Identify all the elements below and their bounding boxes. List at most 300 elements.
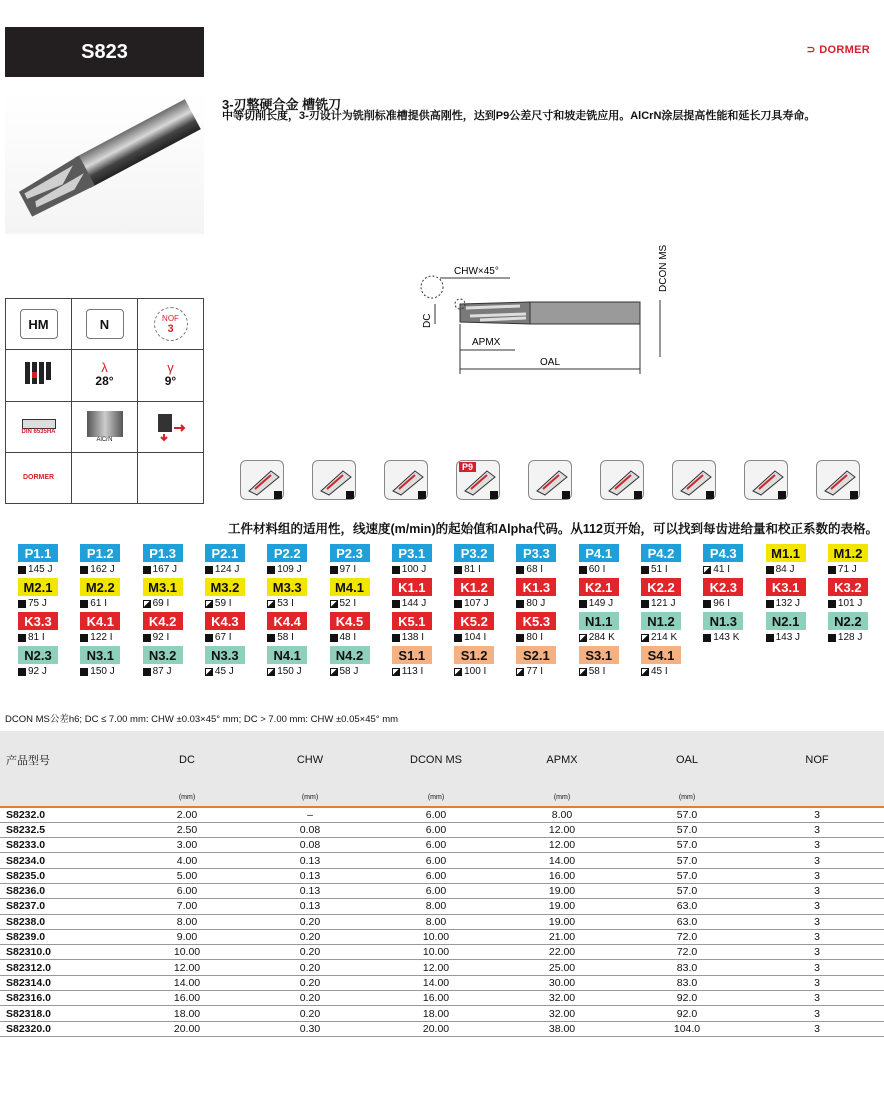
material-group-tag: N1.2: [641, 612, 681, 630]
table-cell: 25.00: [500, 960, 624, 975]
material-group-tag: K1.2: [454, 578, 494, 596]
material-group-tag: P2.2: [267, 544, 307, 562]
square-icon: [330, 634, 338, 642]
ramping-icon: [528, 460, 572, 500]
table-cell: 0.20: [248, 1006, 372, 1021]
square-icon: [828, 600, 836, 608]
table-cell: S8232.0: [0, 807, 126, 822]
through-coolant-icon: [137, 401, 203, 452]
material-group-tag: M2.1: [18, 578, 58, 596]
p9-slot-icon: [456, 460, 500, 500]
table-cell: 104.0: [624, 1021, 750, 1036]
table-cell: 19.00: [500, 899, 624, 914]
table-cell: 6.00: [126, 883, 248, 898]
table-cell: 8.00: [126, 914, 248, 929]
cutting-speed-value: 81 I: [28, 632, 45, 643]
cutting-speed-value: 53 I: [277, 598, 294, 609]
material-n2-1: [766, 612, 826, 647]
table-cell: 3: [750, 853, 884, 868]
table-cell: 20.00: [126, 1021, 248, 1036]
cutting-speed-value: 52 I: [339, 598, 357, 609]
material-group-tag: S2.1: [516, 646, 556, 664]
material-k2-3: [703, 578, 763, 613]
material-m2-1: [18, 578, 78, 613]
table-cell: 0.20: [248, 991, 372, 1006]
square-icon: [454, 634, 462, 642]
table-cell: 3: [750, 960, 884, 975]
table-cell: 0.08: [248, 838, 372, 853]
cutting-speed-value: 167 J: [152, 564, 178, 575]
table-cell: 12.00: [500, 822, 624, 837]
table-row: [0, 838, 884, 853]
table-cell: 12.00: [372, 960, 500, 975]
table-cell: 72.0: [624, 945, 750, 960]
plunge-icon: [600, 460, 644, 500]
cutting-speed-value: 96 I: [713, 598, 730, 609]
partial-square-icon: [267, 668, 275, 676]
table-cell: S8233.0: [0, 838, 126, 853]
cutting-speed-value: 61 I: [90, 598, 107, 609]
table-cell: 3: [750, 868, 884, 883]
table-cell: 3: [750, 914, 884, 929]
table-cell: 19.00: [500, 914, 624, 929]
cutting-speed-value: 101 J: [837, 598, 863, 609]
table-row: [0, 822, 884, 837]
material-group-tag: K3.1: [766, 578, 806, 596]
cutting-speed-value: 58 I: [277, 632, 294, 643]
material-group-tag: M1.1: [766, 544, 806, 562]
table-cell: 0.20: [248, 929, 372, 944]
material-p2-2: [267, 544, 327, 579]
material-k1-3: [516, 578, 576, 613]
profile-icon: [384, 460, 428, 500]
table-cell: 0.13: [248, 853, 372, 868]
square-icon: [18, 634, 26, 642]
cutting-speed-value: 100 J: [401, 564, 427, 575]
square-icon: [18, 668, 26, 676]
n-badge: N: [86, 309, 124, 339]
table-cell: 16.00: [500, 868, 624, 883]
cutting-speed-value: 150 J: [90, 666, 115, 677]
table-cell: 6.00: [372, 868, 500, 883]
material-group-tag: P4.3: [703, 544, 743, 562]
table-cell: 3: [750, 822, 884, 837]
material-group-tag: P2.3: [330, 544, 370, 562]
cutting-speed-value: 59 I: [214, 598, 232, 609]
tolerance-note: DCON MS公差h6; DC ≤ 7.00 mm: CHW ±0.03×45° mm; DC > 7.00 mm: CHW ±0.05×45° mm: [5, 714, 399, 725]
cutting-speed-value: 122 I: [90, 632, 113, 643]
partial-square-icon: [641, 634, 649, 642]
cutting-speed-value: 68 I: [526, 564, 544, 575]
table-cell: 3: [750, 991, 884, 1006]
label-apmx: APMX: [472, 337, 501, 348]
material-n2-2: [828, 612, 884, 647]
material-k3-3: [18, 612, 78, 647]
material-group-tag: K1.1: [392, 578, 432, 596]
table-cell: 6.00: [372, 822, 500, 837]
unit-label: (mm): [248, 789, 372, 807]
table-cell: 0.08: [248, 822, 372, 837]
material-m1-1: [766, 544, 826, 579]
square-icon: [330, 566, 338, 574]
material-n4-1: [267, 646, 327, 681]
square-icon: [641, 600, 649, 608]
table-row: [0, 960, 884, 975]
square-icon: [392, 566, 400, 574]
material-group-tag: P1.1: [18, 544, 58, 562]
cutting-speed-value: 214 K: [651, 632, 678, 643]
table-row: [0, 899, 884, 914]
square-icon: [766, 634, 774, 642]
material-group-tag: P3.1: [392, 544, 432, 562]
cutting-speed-value: 67 I: [214, 632, 232, 643]
hm-badge: HM: [20, 309, 58, 339]
material-s1-1: [392, 646, 452, 681]
material-group-tag: P4.1: [579, 544, 619, 562]
square-icon: [80, 600, 88, 608]
material-n1-1: [579, 612, 639, 647]
table-row: [0, 945, 884, 960]
material-group-tag: N3.3: [205, 646, 245, 664]
cutting-speed-value: 143 J: [775, 632, 801, 643]
material-m2-2: [80, 578, 140, 613]
material-p1-1: [18, 544, 78, 579]
material-k4-3: [205, 612, 265, 647]
table-cell: 57.0: [624, 807, 750, 822]
cutting-speed-value: 77 I: [526, 666, 544, 677]
unit-label: (mm): [126, 789, 248, 807]
partial-square-icon: [641, 668, 649, 676]
material-group-tag: P3.3: [516, 544, 556, 562]
table-row: [0, 1006, 884, 1021]
square-icon: [766, 566, 774, 574]
material-group-tag: N2.2: [828, 612, 868, 630]
table-cell: 8.00: [500, 807, 624, 822]
table-cell: 10.00: [372, 929, 500, 944]
partial-square-icon: [516, 668, 524, 676]
square-icon: [579, 600, 587, 608]
material-group-tag: P2.1: [205, 544, 245, 562]
application-icons-row: [240, 460, 880, 504]
column-header: DC: [126, 731, 248, 789]
material-group-tag: K2.2: [641, 578, 681, 596]
cutting-speed-value: 100 I: [464, 666, 487, 677]
cutting-speed-value: 149 J: [588, 598, 614, 609]
square-icon: [392, 600, 400, 608]
material-s4-1: [641, 646, 701, 681]
square-icon: [205, 634, 213, 642]
table-cell: 16.00: [372, 991, 500, 1006]
cutting-speed-value: 128 J: [837, 632, 863, 643]
table-row: [0, 929, 884, 944]
table-cell: 57.0: [624, 883, 750, 898]
table-cell: S82310.0: [0, 945, 126, 960]
table-cell: 63.0: [624, 914, 750, 929]
table-cell: 6.00: [372, 838, 500, 853]
material-group-tag: M1.2: [828, 544, 868, 562]
brand-small: DORMER: [5, 452, 71, 503]
partial-square-icon: [579, 668, 587, 676]
table-cell: 0.20: [248, 960, 372, 975]
table-cell: 3: [750, 899, 884, 914]
material-n3-3: [205, 646, 265, 681]
table-cell: 6.00: [372, 883, 500, 898]
helix-angle-value: 28°: [95, 374, 114, 389]
material-n2-3: [18, 646, 78, 681]
table-cell: 14.00: [500, 853, 624, 868]
material-group-tag: N4.2: [330, 646, 370, 664]
table-cell: S8238.0: [0, 914, 126, 929]
table-cell: S8232.5: [0, 822, 126, 837]
table-cell: 0.13: [248, 868, 372, 883]
coating-icon: AlCrN: [71, 401, 137, 452]
table-cell: 3: [750, 1006, 884, 1021]
table-cell: S8234.0: [0, 853, 126, 868]
material-group-tag: M2.2: [80, 578, 120, 596]
cutting-speed-value: 87 J: [152, 666, 172, 677]
material-group-tag: S1.1: [392, 646, 432, 664]
material-group-tag: K3.2: [828, 578, 868, 596]
dimensions-table: [0, 731, 884, 1037]
material-p1-3: [143, 544, 203, 579]
gamma-icon: γ: [167, 360, 174, 376]
material-k1-2: [454, 578, 514, 613]
p9-label: P9: [459, 462, 476, 472]
table-cell: 10.00: [372, 945, 500, 960]
partial-square-icon: [267, 600, 275, 608]
column-header: CHW: [248, 731, 372, 789]
table-cell: 3: [750, 929, 884, 944]
material-group-tag: N2.3: [18, 646, 58, 664]
product-heading: 3-刃整硬合金 槽铣刀: [222, 97, 342, 112]
square-icon: [579, 566, 587, 574]
material-p2-3: [330, 544, 390, 579]
cutting-speed-value: 143 K: [713, 632, 740, 643]
cutting-speed-value: 162 J: [90, 564, 115, 575]
material-m3-2: [205, 578, 265, 613]
material-group-tag: P3.2: [454, 544, 494, 562]
material-group-tag: K4.3: [205, 612, 245, 630]
table-cell: 30.00: [500, 975, 624, 990]
material-n3-2: [143, 646, 203, 681]
table-cell: S8237.0: [0, 899, 126, 914]
cutting-speed-value: 113 I: [401, 666, 424, 677]
cutting-speed-value: 45 I: [651, 666, 668, 677]
cutting-speed-value: 109 J: [277, 564, 302, 575]
partial-square-icon: [330, 600, 338, 608]
label-dc: DC: [422, 313, 433, 328]
cutting-speed-value: 138 I: [401, 632, 425, 643]
table-cell: 12.00: [126, 960, 248, 975]
table-cell: 8.00: [372, 914, 500, 929]
table-cell: 5.00: [126, 868, 248, 883]
table-cell: 3: [750, 975, 884, 990]
table-cell: S82314.0: [0, 975, 126, 990]
table-row: [0, 975, 884, 990]
material-group-tag: M3.3: [267, 578, 307, 596]
pocket-icon: [816, 460, 860, 500]
square-icon: [516, 566, 524, 574]
table-cell: 92.0: [624, 991, 750, 1006]
table-cell: 18.00: [126, 1006, 248, 1021]
table-cell: 0.30: [248, 1021, 372, 1036]
material-k4-1: [80, 612, 140, 647]
table-cell: 0.13: [248, 883, 372, 898]
cutting-speed-value: 45 J: [214, 666, 234, 677]
table-cell: S82320.0: [0, 1021, 126, 1036]
table-row: [0, 868, 884, 883]
cutting-speed-value: 81 I: [464, 564, 481, 575]
cutting-speed-value: 71 J: [837, 564, 857, 575]
material-n4-2: [330, 646, 390, 681]
table-row: [0, 914, 884, 929]
cutting-speed-value: 121 J: [651, 598, 676, 609]
material-group-tag: N4.1: [267, 646, 307, 664]
tool-dimension-diagram: [410, 232, 680, 382]
table-cell: S8235.0: [0, 868, 126, 883]
material-group-tag: N1.3: [703, 612, 743, 630]
material-m4-1: [330, 578, 390, 613]
table-cell: 9.00: [126, 929, 248, 944]
cutting-speed-value: 92 J: [28, 666, 47, 677]
material-group-tag: K5.2: [454, 612, 494, 630]
column-header: 产品型号: [0, 731, 126, 789]
table-row: [0, 1021, 884, 1036]
material-m3-1: [143, 578, 203, 613]
product-code-title: S823: [5, 27, 204, 77]
material-group-tag: K2.3: [703, 578, 743, 596]
table-cell: S82312.0: [0, 960, 126, 975]
partial-square-icon: [392, 668, 400, 676]
table-cell: 32.00: [500, 1006, 624, 1021]
cutting-speed-value: 284 K: [588, 632, 615, 643]
square-icon: [641, 566, 649, 574]
table-cell: 57.0: [624, 838, 750, 853]
unit-label: [750, 789, 884, 807]
square-icon: [80, 668, 88, 676]
square-icon: [828, 566, 836, 574]
partial-square-icon: [579, 634, 587, 642]
table-cell: 20.00: [372, 1021, 500, 1036]
square-icon: [516, 634, 524, 642]
unit-label: (mm): [624, 789, 750, 807]
nof-icon: NOF 3: [137, 298, 203, 349]
cutting-speed-value: 58 J: [339, 666, 359, 677]
table-cell: 14.00: [126, 975, 248, 990]
table-cell: 57.0: [624, 822, 750, 837]
cutting-speed-value: 60 I: [588, 564, 606, 575]
table-cell: 38.00: [500, 1021, 624, 1036]
material-m3-3: [267, 578, 327, 613]
cutting-speed-value: 92 I: [152, 632, 170, 643]
table-cell: 63.0: [624, 899, 750, 914]
table-row: [0, 853, 884, 868]
label-chw: CHW×45°: [454, 266, 499, 277]
material-group-tag: N3.1: [80, 646, 120, 664]
table-cell: 2.00: [126, 807, 248, 822]
cutting-speed-value: 58 I: [588, 666, 606, 677]
keyway-icon: [672, 460, 716, 500]
cutting-speed-value: 124 J: [214, 564, 240, 575]
material-p3-1: [392, 544, 452, 579]
material-group-tag: K4.1: [80, 612, 120, 630]
material-p1-2: [80, 544, 140, 579]
material-k5-2: [454, 612, 514, 647]
material-group-tag: K4.2: [143, 612, 183, 630]
cutting-speed-value: 97 I: [339, 564, 357, 575]
materials-title: 工件材料组的适用性，线速度(m/min)的起始值和Alpha代码。从112页开始，可以找到每齿进给量和校正系数的表格。: [227, 522, 878, 536]
partial-square-icon: [205, 668, 213, 676]
table-cell: 16.00: [126, 991, 248, 1006]
material-p2-1: [205, 544, 265, 579]
table-cell: 32.00: [500, 991, 624, 1006]
table-cell: 3: [750, 838, 884, 853]
table-cell: 0.13: [248, 899, 372, 914]
column-header: DCON MS: [372, 731, 500, 789]
material-group-tag: N1.1: [579, 612, 619, 630]
material-m1-2: [828, 544, 884, 579]
square-icon: [267, 566, 275, 574]
material-k1-1: [392, 578, 452, 613]
material-k4-4: [267, 612, 327, 647]
material-group-tag: S1.2: [454, 646, 494, 664]
table-cell: S8239.0: [0, 929, 126, 944]
table-cell: 4.00: [126, 853, 248, 868]
material-group-tag: P4.2: [641, 544, 681, 562]
table-cell: 3: [750, 807, 884, 822]
square-icon: [454, 566, 462, 574]
spec-icon-grid: [5, 298, 204, 504]
din-shank-icon: DIN 6535HA: [5, 401, 71, 452]
slot-icon: [240, 460, 284, 500]
material-p4-1: [579, 544, 639, 579]
material-k3-2: [828, 578, 884, 613]
partial-square-icon: [703, 566, 711, 574]
brand-logo: ⊃ DORMER: [806, 44, 870, 56]
label-dcon: DCON MS: [658, 244, 669, 292]
table-cell: 3: [750, 883, 884, 898]
table-cell: S82316.0: [0, 991, 126, 1006]
material-k5-3: [516, 612, 576, 647]
table-cell: 10.00: [126, 945, 248, 960]
table-cell: 0.20: [248, 945, 372, 960]
label-oal: OAL: [540, 357, 561, 368]
table-cell: 22.00: [500, 945, 624, 960]
table-cell: 0.20: [248, 914, 372, 929]
material-p4-3: [703, 544, 763, 579]
material-p4-2: [641, 544, 701, 579]
square-icon: [18, 566, 26, 574]
material-k3-1: [766, 578, 826, 613]
table-row: [0, 991, 884, 1006]
cutting-speed-value: 80 J: [526, 598, 546, 609]
material-k4-2: [143, 612, 203, 647]
square-icon: [143, 566, 151, 574]
table-cell: 6.00: [372, 853, 500, 868]
square-icon: [80, 566, 88, 574]
square-icon: [143, 668, 151, 676]
square-icon: [143, 634, 151, 642]
material-group-tag: K1.3: [516, 578, 556, 596]
column-header: NOF: [750, 731, 884, 789]
square-icon: [703, 634, 711, 642]
square-icon: [703, 600, 711, 608]
side-milling-icon: [312, 460, 356, 500]
cutting-speed-value: 80 I: [526, 632, 544, 643]
material-s3-1: [579, 646, 639, 681]
table-cell: 2.50: [126, 822, 248, 837]
product-description: 中等切削长度，3-刃设计为铣削标准槽提供高刚性，达到P9公差尺寸和坡走铣应用。AlCrN涂层提高性能和延长刀具寿命。: [222, 110, 816, 122]
